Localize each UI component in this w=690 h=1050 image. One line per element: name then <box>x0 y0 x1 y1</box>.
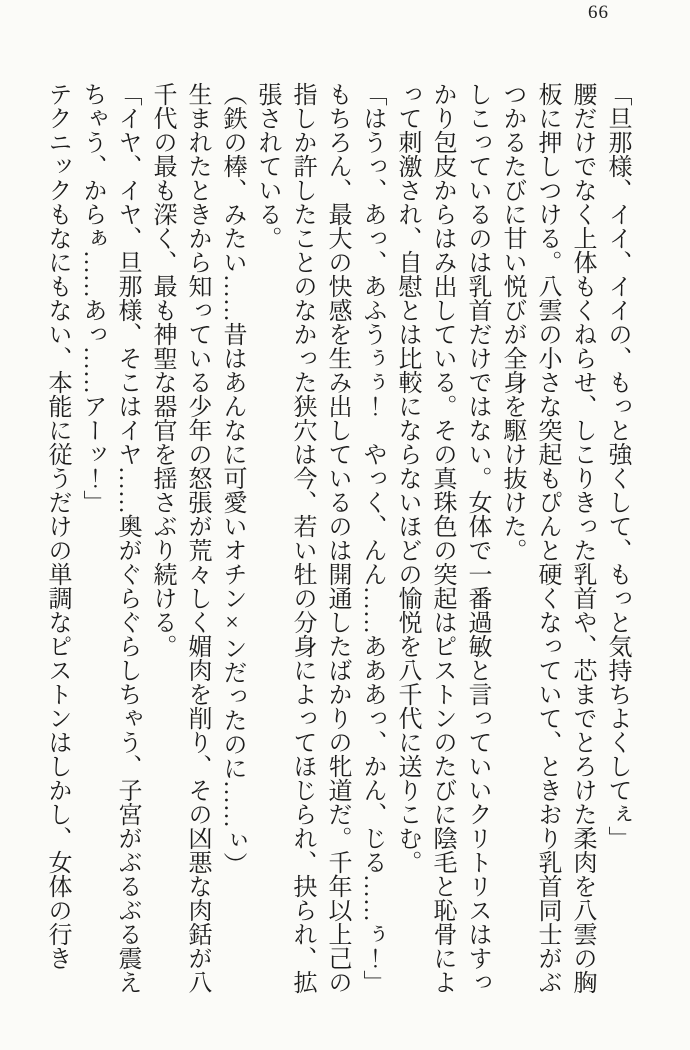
paragraph-narration-5: テクニックもなにもない、本能に従うだけの単調なピストンはしかし、女体の行き <box>44 82 70 970</box>
page-number: 66 <box>588 2 609 23</box>
paragraph-dialogue-1: 「旦那様、イイ、イイの、もっと強くして、もっと気持ちよくしてぇ」 <box>604 82 630 850</box>
paragraph-dialogue-2: 「はうっ、あっ、あふうぅぅ！ やっく、んん……あああっ、かん、じる……ぅ！」 <box>359 82 385 994</box>
paragraph-dialogue-3: 「イヤ、イヤ、旦那様、そこはイヤ……奥がぐらぐらしちゃう、子宮がぶるぶる震えちゃう、からぁ……あっ……アーッ！」 <box>79 82 140 994</box>
paragraph-thought-1: （鉄の棒、みたい……昔はあんなに可愛いオチン×ンだったのに……ぃ） <box>219 82 245 876</box>
paragraph-narration-2: しこっているのは乳首だけではない。女体で一番過敏と言っていいクリトリスはすっかり包皮からはみ出している。その真珠色の突起はピストンのたびに陰毛と恥骨によって刺激され、自慰とは比較にならないほどの愉悦を八千代に送りこむ。 <box>394 82 490 994</box>
body-text <box>39 82 634 1007</box>
paragraph-narration-1: 腰だけでなく上体もくねらせ、しこりきった乳首や、芯までとろけた柔肉を八雲の胸板に押しつける。八雲の小さな突起もぴんと硬くなっていて、ときおり乳首同士がぶつかるたびに甘い悦びが全身を駆け抜けた。 <box>499 82 595 994</box>
paragraph-narration-3: もちろん、最大の快感を生み出しているのは開通したばかりの牝道だ。千年以上己の指しか許したことのなかった狭穴は今、若い牡の分身によってほじられ、抉られ、拡張されている。 <box>254 82 350 994</box>
paragraph-narration-4: 生まれたときから知っている少年の怒張が荒々しく媚肉を削り、その凶悪な肉銛が八千代の最も深く、最も神聖な器官を揺さぶり続ける。 <box>149 82 210 994</box>
